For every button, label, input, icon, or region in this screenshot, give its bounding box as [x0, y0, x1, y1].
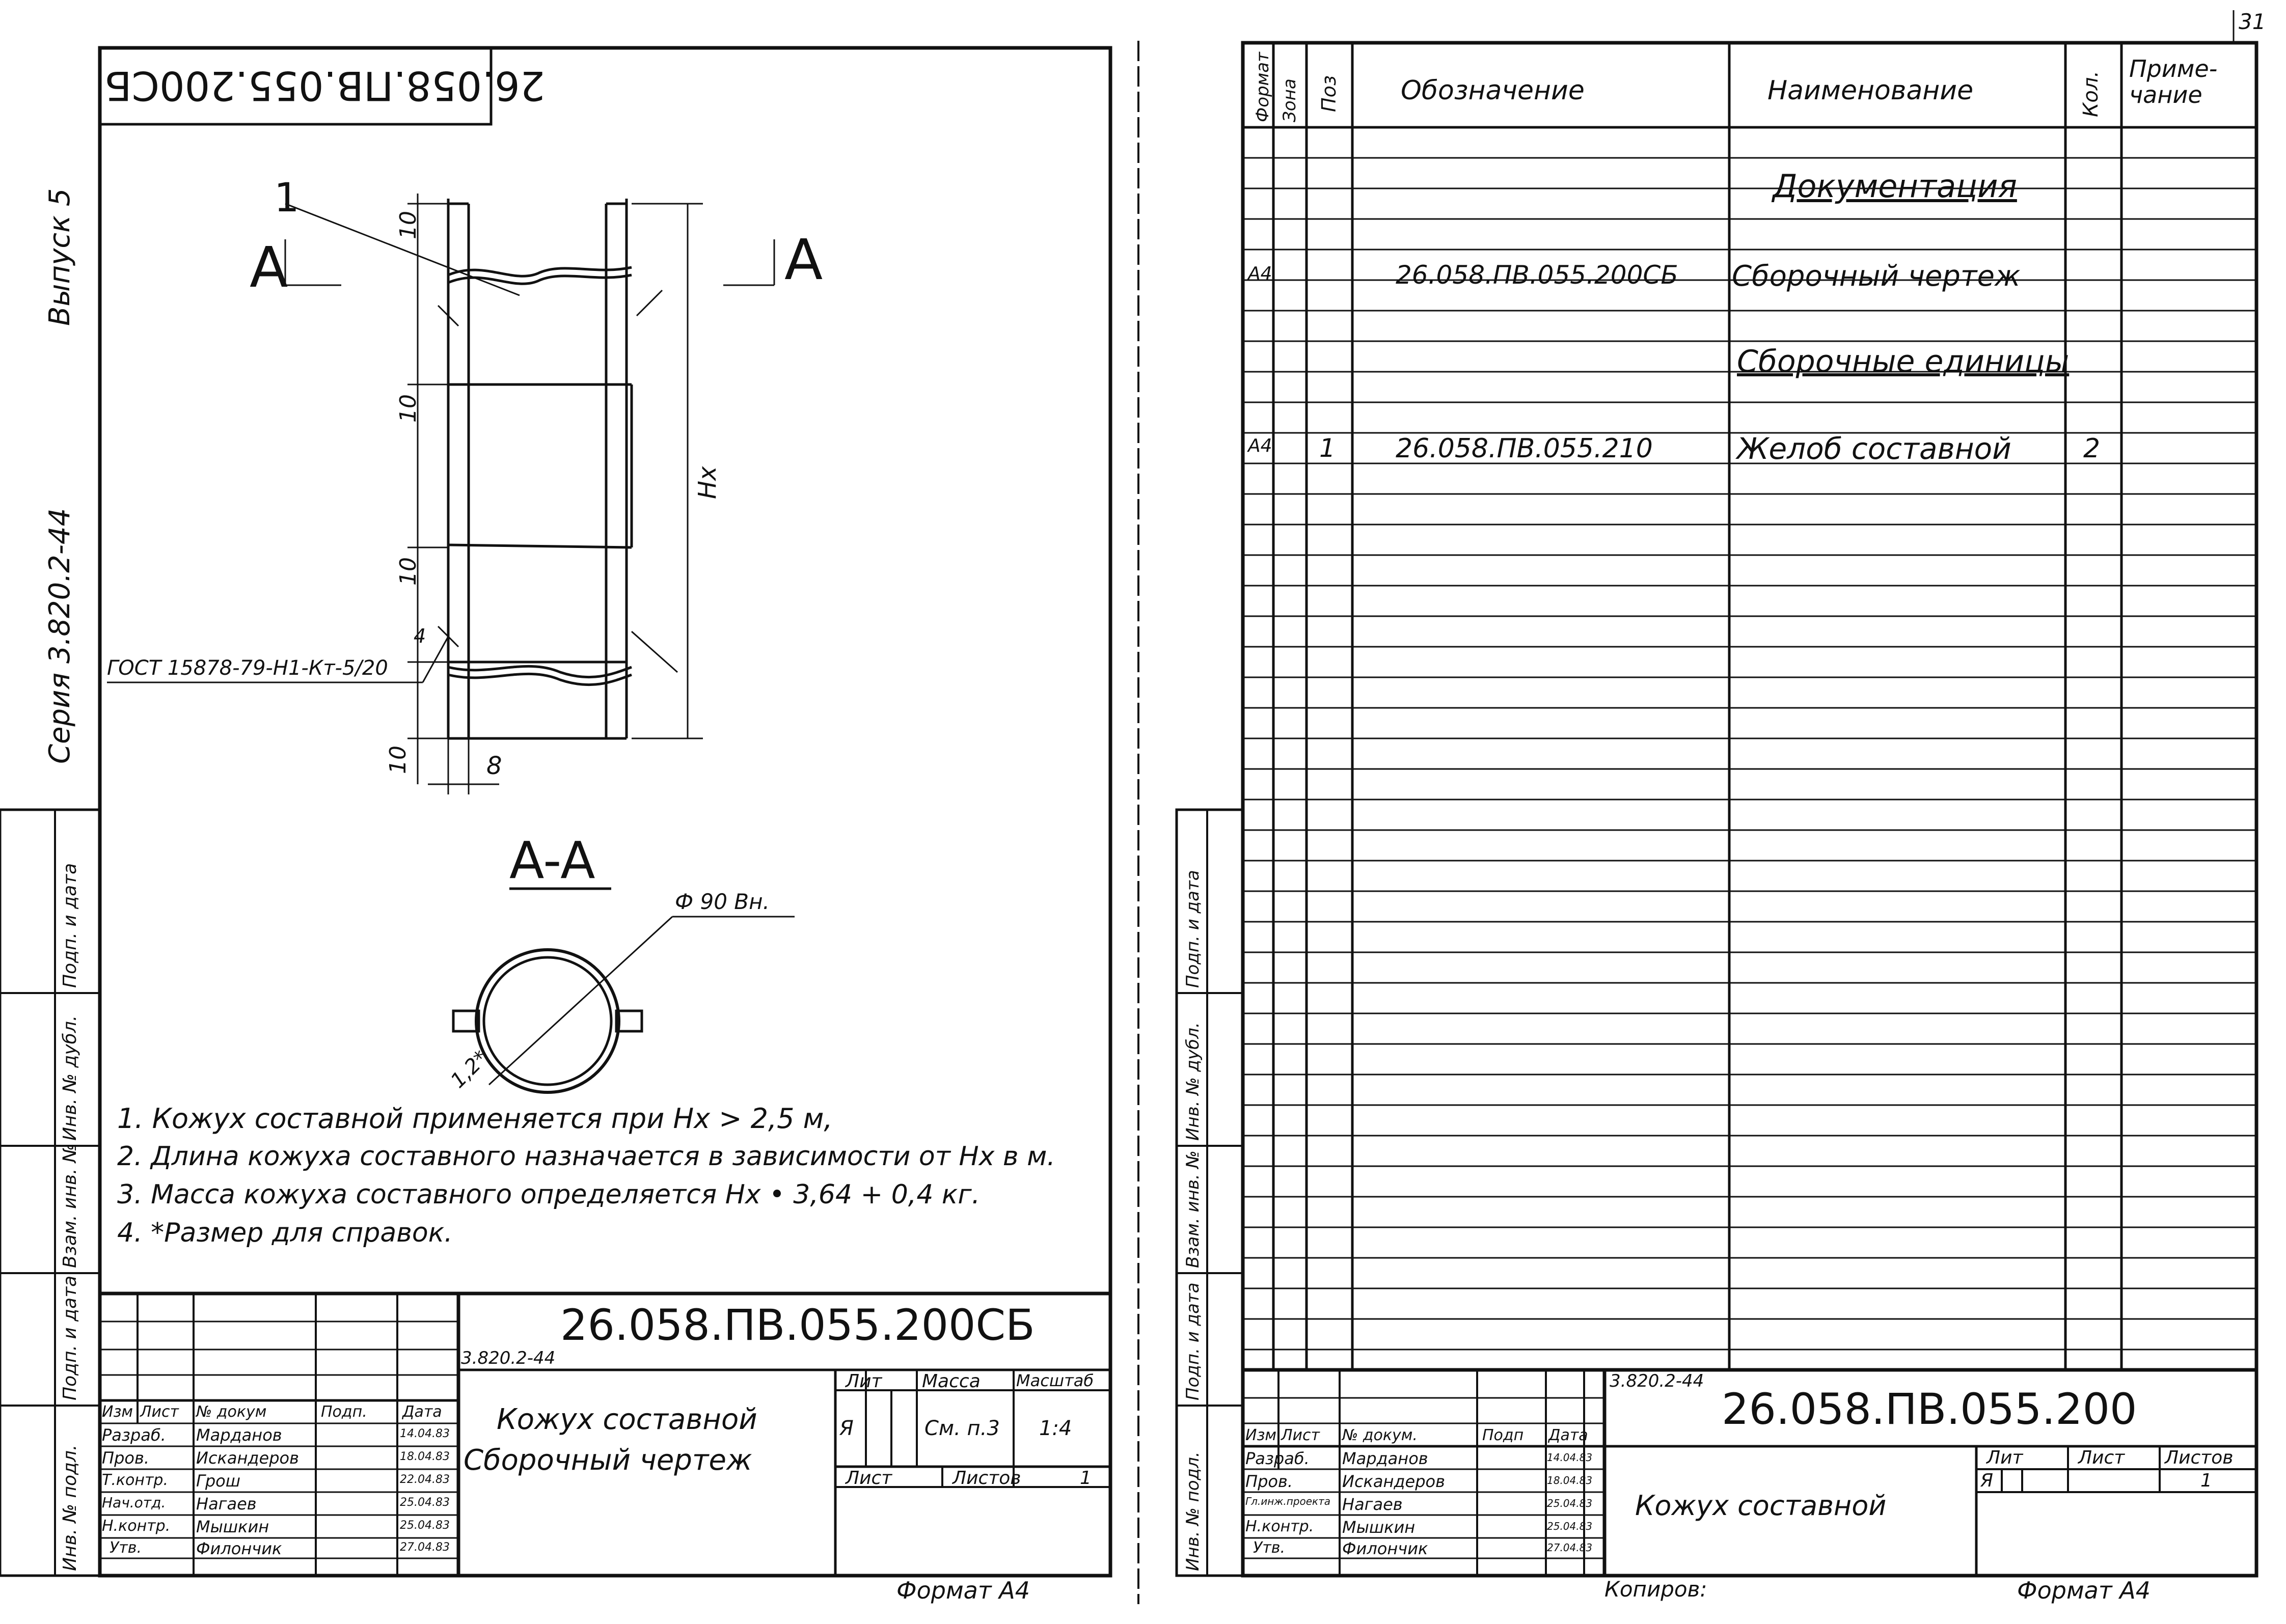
section-mark-left: A [250, 235, 288, 300]
spec-header-note: Приме-чание [2129, 55, 2218, 108]
strip-label-podp-data: Подп. и дата [60, 863, 80, 988]
left-lit-label: Лит [846, 1371, 882, 1392]
spec-format-cell: А4 [1248, 435, 1272, 456]
header-col: Подп. [321, 1403, 367, 1421]
signer-role: Н.контр. [102, 1517, 171, 1535]
signer-date: 18.04.83 [1547, 1474, 1593, 1487]
right-format-label: Формат А4 [2017, 1577, 2151, 1604]
header-col: Подп [1482, 1426, 1524, 1444]
page-number: 31 [2239, 9, 2266, 34]
signer-role: Гл.инж.проекта [1245, 1495, 1331, 1507]
note-item: 3. Масса кожуха составного определяется Hx • 3,64 + 0,4 кг. [117, 1179, 981, 1210]
thickness-label: 1,2* [446, 1046, 493, 1093]
left-scale-label: Масштаб [1016, 1371, 1094, 1390]
signer-name: Марданов [1342, 1449, 1428, 1468]
right-sheet-label: Лист [2078, 1447, 2125, 1468]
left-sheets-value: 1 [1080, 1468, 1092, 1489]
strip-label-podp-data-2: Подп. и дата [60, 1275, 80, 1400]
signer-date: 22.04.83 [400, 1473, 450, 1486]
spec-header-format: Формат [1253, 52, 1273, 122]
right-strip-label-podp-data: Подп. и дата [1183, 870, 1203, 988]
left-doc-code: 26.058.ПВ.055.200СБ [560, 1300, 1035, 1350]
header-col: Дата [402, 1403, 442, 1421]
signer-date: 25.04.83 [400, 1519, 450, 1532]
spec-pos-cell: 1 [1319, 433, 1336, 463]
signer-date: 18.04.83 [400, 1450, 450, 1463]
left-sheets-label: Листов [953, 1468, 1021, 1489]
copied-label: Копиров: [1604, 1577, 1707, 1602]
left-sheet-label: Лист [846, 1468, 892, 1489]
spec-qty-cell: 2 [2083, 433, 2101, 464]
signer-role: Утв. [1253, 1539, 1285, 1557]
strip-label-vzam-inv: Взам. инв. № [60, 1143, 80, 1268]
signer-date: 14.04.83 [1547, 1451, 1593, 1464]
dimension-hx: Hx [693, 466, 722, 499]
signer-name: Нагаев [1342, 1495, 1403, 1514]
right-product-name: Кожух составной [1635, 1490, 1887, 1522]
signer-role: Пров. [1245, 1472, 1293, 1491]
left-mass-label: Масса [922, 1371, 981, 1392]
spec-header-name: Наименование [1767, 75, 1974, 106]
dimension-10-low: 10 [395, 557, 421, 586]
signer-name: Филончик [1342, 1539, 1428, 1558]
header-col: Изм [1245, 1426, 1277, 1444]
section-circle-inner [484, 957, 611, 1085]
left-format-label: Формат А4 [896, 1577, 1030, 1604]
spec-designation-cell: 26.058.ПВ.055.210 [1396, 433, 1653, 464]
position-leader-label: 1 [274, 175, 300, 221]
strip-label-inv-dubl: Инв. № дубл. [60, 1015, 80, 1141]
dimension-8: 8 [486, 752, 502, 780]
section-aa-title: A-A [509, 831, 595, 890]
signer-name: Искандеров [1342, 1472, 1445, 1491]
signer-name: Филончик [196, 1539, 282, 1558]
signer-role: Н.контр. [1245, 1518, 1314, 1535]
section-circle-outer [476, 950, 619, 1092]
right-strip-label-inv-podl: Инв. № подл. [1183, 1451, 1203, 1571]
header-col: Дата [1548, 1426, 1588, 1444]
header-col: № докум. [1342, 1426, 1418, 1444]
note-item: 4. *Размер для справок. [117, 1218, 453, 1248]
note-item: 1. Кожух составной применяется при Hx > 2,5 м, [117, 1103, 833, 1135]
signer-date: 25.04.83 [1547, 1497, 1593, 1509]
signer-name: Мышкин [196, 1517, 269, 1536]
signer-name: Нагаев [196, 1494, 257, 1513]
vypusk-label: Выпуск 5 [43, 188, 76, 326]
header-col: Лист [140, 1403, 179, 1421]
spec-header-pos: Поз [1318, 75, 1340, 112]
right-series-code: 3.820.2-44 [1610, 1371, 1704, 1391]
spec-format-cell: А4 [1248, 263, 1272, 284]
signer-name: Марданов [196, 1425, 282, 1445]
dimension-10-mid: 10 [395, 394, 421, 423]
spec-section-heading: Сборочные единицы [1737, 344, 2070, 379]
right-sheets-label: Листов [2165, 1447, 2234, 1468]
right-lit-value: Я [1980, 1470, 1994, 1491]
signer-date: 25.04.83 [1547, 1520, 1593, 1532]
header-col: Лист [1281, 1426, 1320, 1444]
header-col: № докум [196, 1403, 267, 1421]
signer-date: 27.04.83 [400, 1541, 450, 1554]
spec-name-cell: Сборочный чертеж [1732, 260, 2021, 293]
weld-size-label: 4 [414, 625, 426, 647]
right-lit-label: Лит [1986, 1447, 2023, 1468]
left-scale-value: 1:4 [1039, 1417, 1072, 1440]
right-doc-code: 26.058.ПВ.055.200 [1722, 1384, 2137, 1434]
left-series-code: 3.820.2-44 [461, 1348, 556, 1368]
mirrored-drawing-code: 26.058.ПВ.055.200СБ [104, 62, 546, 108]
signer-role: Пров. [102, 1448, 149, 1468]
gost-weld-note: ГОСТ 15878-79-Н1-Кт-5/20 [107, 656, 388, 680]
seriya-label: Серия 3.820.2-44 [43, 508, 76, 764]
dimension-10-top: 10 [395, 211, 421, 239]
note-item: 2. Длина кожуха составного назначается в зависимости от Hx в м. [117, 1141, 1055, 1172]
signer-role: Разраб. [1245, 1449, 1310, 1468]
signer-role: Утв. [110, 1539, 142, 1557]
signer-name: Грош [196, 1471, 240, 1491]
signer-name: Искандеров [196, 1448, 299, 1468]
signer-role: Нач.отд. [102, 1494, 166, 1511]
left-document-type: Сборочный чертеж [464, 1444, 752, 1477]
signer-name: Мышкин [1342, 1518, 1416, 1537]
spec-name-cell: Желоб составной [1737, 431, 2011, 466]
right-strip-label-inv-dubl: Инв. № дубл. [1183, 1022, 1203, 1141]
spec-header-zone: Зона [1280, 78, 1300, 122]
diameter-label: Ф 90 Вн. [675, 889, 770, 914]
spec-header-designation: Обозначение [1401, 75, 1585, 106]
signer-date: 27.04.83 [1547, 1542, 1593, 1554]
left-mass-value: См. п.3 [924, 1417, 1000, 1440]
dimension-10-bottom: 10 [385, 746, 411, 774]
signer-date: 14.04.83 [400, 1427, 450, 1440]
signer-role: Разраб. [102, 1425, 166, 1445]
spec-designation-cell: 26.058.ПВ.055.200СБ [1396, 260, 1678, 290]
left-lit-value: Я [839, 1417, 854, 1440]
right-strip-label-podp-data-2: Подп. и дата [1183, 1282, 1203, 1400]
left-product-name: Кожух составной [497, 1403, 757, 1436]
strip-label-inv-podl: Инв. № подл. [60, 1444, 80, 1571]
section-mark-right: A [784, 227, 823, 292]
right-sheets-value: 1 [2200, 1470, 2212, 1491]
header-col: Изм [102, 1403, 133, 1421]
right-strip-label-vzam-inv: Взам. инв. № [1183, 1150, 1203, 1268]
left-strip [0, 810, 100, 1576]
spec-header-qty: Кол. [2079, 70, 2103, 117]
signer-role: Т.контр. [102, 1471, 169, 1489]
signer-date: 25.04.83 [400, 1496, 450, 1509]
spec-section-heading: Документация [1773, 168, 2017, 205]
